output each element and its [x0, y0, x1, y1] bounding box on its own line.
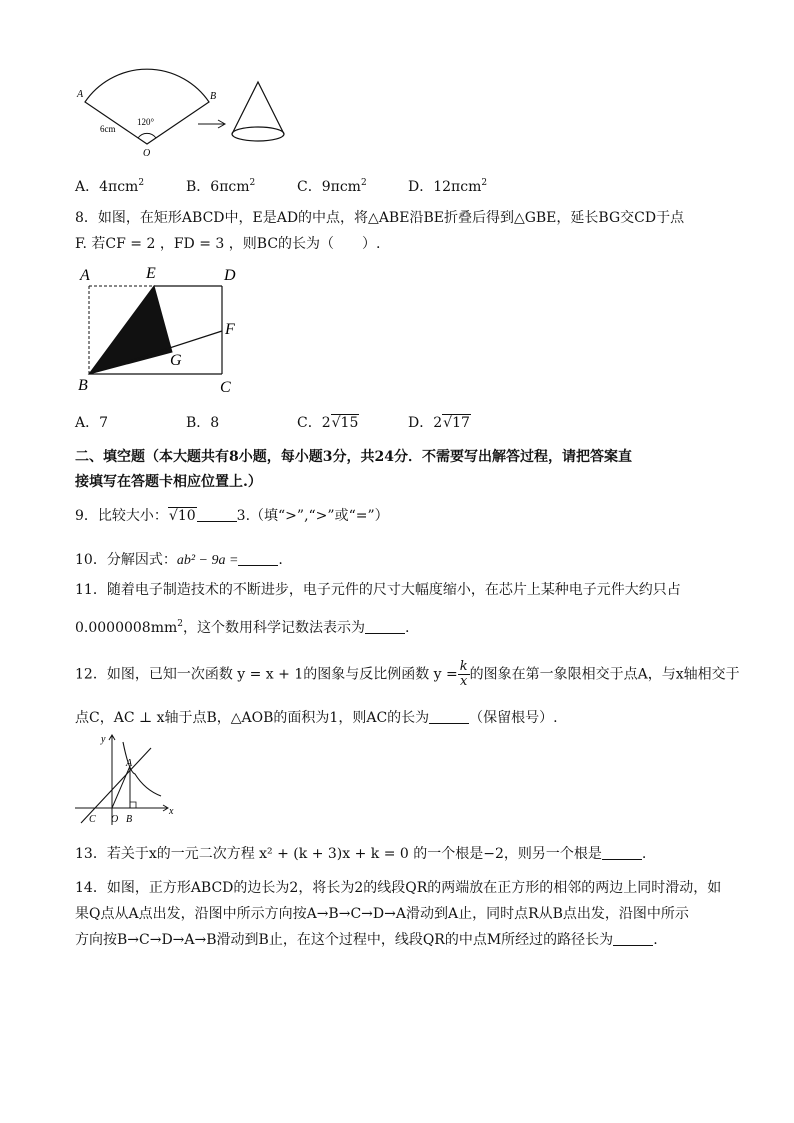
q8-option-d[interactable]: D．2√17	[408, 415, 470, 431]
angle-label: 120°	[137, 117, 155, 127]
sqrt: √17	[443, 415, 470, 431]
q9-line: 9．比较大小：√10 3.（填“>”,“>”或“=”）	[75, 508, 389, 524]
q7-option-b[interactable]: B．6πcm$^2$	[186, 178, 256, 195]
cone-base	[232, 127, 284, 141]
sup: 2	[481, 178, 488, 188]
q14-line2: 果Q点从A点出发，沿图中所示方向按A→B→C→D→A滑动到A止，同时点R从B点出发，沿图中所示	[75, 906, 689, 922]
section2-heading-line2: 接填写在答题卡相应位置上.）	[75, 474, 262, 490]
answer-blank[interactable]	[197, 507, 237, 522]
q11-line2: $0.0000008mm^2$，这个数用科学记数法表示为 .	[75, 619, 410, 636]
label-o: O	[111, 814, 119, 825]
radius-label: 6cm	[100, 124, 116, 134]
function-graph-figure	[75, 730, 185, 830]
sqrt: √15	[331, 415, 359, 431]
answer-blank[interactable]	[429, 709, 469, 724]
section2-heading-line1: 二、填空题（本大题共有8小题，每小题3分，共24分．不需要写出解答过程，请把答案直	[75, 449, 632, 465]
answer-blank[interactable]	[602, 845, 642, 860]
q14-line1: 14．如图，正方形ABCD的边长为2，将长为2的线段QR的两端放在正方形的相邻的两边上同时滑动，如	[75, 880, 722, 896]
label-d: D	[224, 267, 236, 284]
sup: 2	[360, 178, 367, 188]
q8-option-b[interactable]: B．8	[186, 415, 220, 431]
q7-option-d[interactable]: D．12πcm$^2$	[408, 178, 488, 195]
label-b: B	[210, 91, 217, 102]
answer-blank[interactable]	[238, 551, 278, 566]
q10-line: 10．分解因式：ab² − 9a = .	[75, 552, 283, 568]
q11-line1: 11．随着电子制造技术的不断进步，电子元件的尺寸大幅度缩小，在芯片上某种电子元件大约只占	[75, 582, 681, 598]
label-y: y	[101, 734, 106, 745]
q7-option-a[interactable]: A．4πcm$^2$	[75, 178, 145, 195]
q12-line1: 12．如图，已知一次函数 y = x + 1的图象与反比例函数 y = $\frac{k}{x}$ 的图象在第一象限相交于点A，与x轴相交于	[75, 659, 740, 689]
label-b: B	[78, 377, 88, 394]
answer-blank[interactable]	[365, 619, 405, 634]
label-e: E	[146, 265, 156, 282]
q13-line: 13．若关于x的一元二次方程 x² + (k + 3)x + k = 0 的一个根是−2，则另一个根是 .	[75, 846, 647, 862]
label-g: G	[170, 352, 182, 369]
cone-sides	[232, 82, 284, 134]
q8-line2: F. 若CF = 2 ，FD = 3 ，则BC的长为（ ）.	[75, 236, 381, 252]
q8-line1: 8．如图，在矩形ABCD中，E是AD的中点，将△ABE沿BE折叠后得到△GBE，延长BG交CD于点	[75, 210, 685, 226]
linear-function-line	[81, 748, 151, 823]
label-c: C	[220, 379, 231, 396]
label-a: A	[126, 758, 133, 769]
rectangle-figure	[72, 262, 247, 398]
label-x: x	[169, 806, 174, 817]
label-o: O	[143, 148, 151, 159]
right-angle-mark	[130, 802, 136, 808]
label-b: B	[126, 814, 133, 825]
label-c: C	[89, 814, 96, 825]
angle-arc	[138, 133, 156, 138]
label-f: F	[225, 321, 235, 338]
sup: 2	[138, 178, 145, 188]
q8-option-a[interactable]: A．7	[75, 415, 109, 431]
q14-line3: 方向按B→C→D→A→B滑动到B止，在这个过程中，线段QR的中点M所经过的路径长为 .	[75, 932, 658, 948]
label-a: A	[80, 267, 90, 284]
fraction-k-over-x: $\frac{k}{x}$	[459, 659, 468, 689]
sup: 2	[177, 619, 183, 629]
q7-option-c[interactable]: C．9πcm$^2$	[297, 178, 367, 195]
q12-line2: 点C，AC ⊥ x轴于点B，△AOB的面积为1，则AC的长为 （保留根号）.	[75, 710, 558, 726]
sector-cone-figure	[72, 62, 322, 162]
answer-blank[interactable]	[613, 931, 653, 946]
sqrt: √10	[168, 508, 196, 524]
label-a: A	[77, 89, 84, 100]
q8-option-c[interactable]: C．2√15	[297, 415, 359, 431]
sup: 2	[249, 178, 256, 188]
